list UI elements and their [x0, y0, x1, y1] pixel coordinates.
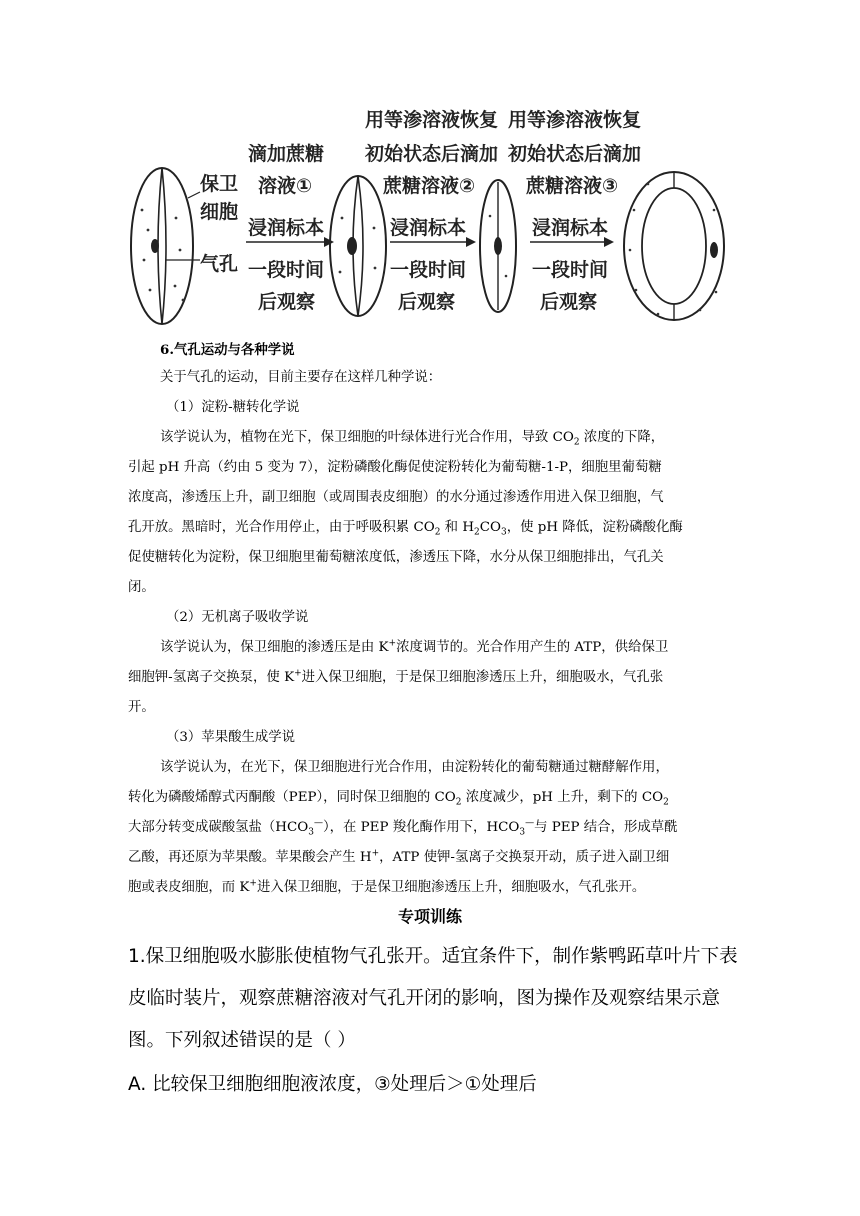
svg-text:细胞: 细胞 — [200, 201, 239, 223]
section6-intro: 关于气孔的运动，目前主要存在这样几种学说： — [160, 370, 442, 385]
question1-line3: 图。下列叙述错误的是（ ） — [128, 1030, 356, 1051]
theory1-paragraph-line6: 闭。 — [128, 580, 155, 595]
svg-text:用等渗溶液恢复: 用等渗溶液恢复 — [365, 109, 499, 131]
svg-text:浸润标本: 浸润标本 — [532, 217, 609, 239]
question1-option-a[interactable]: A. 比较保卫细胞细胞液浓度，③处理后＞①处理后 — [128, 1074, 537, 1095]
svg-text:初始状态后滴加: 初始状态后滴加 — [365, 143, 499, 165]
svg-text:一段时间: 一段时间 — [390, 259, 467, 281]
step3-label — [507, 108, 641, 313]
theory1-paragraph-line1: 该学说认为，植物在光下，保卫细胞的叶绿体进行光合作用，导致 $CO_2$ 浓度的下降， — [160, 430, 665, 448]
theory1-paragraph-line5: 促使糖转化为淀粉，保卫细胞里葡萄糖浓度低，渗透压下降，水分从保卫细胞排出，气孔关 — [128, 550, 664, 565]
svg-text:后观察: 后观察 — [540, 291, 598, 313]
svg-text:浸润标本: 浸润标本 — [248, 217, 325, 239]
question1-line2: 皮临时装片，观察蔗糖溶液对气孔开闭的影响，图为操作及观察结果示意 — [128, 988, 721, 1009]
theory2-title: （2）无机离子吸收学说 — [166, 610, 309, 625]
svg-text:蔗糖溶液②: 蔗糖溶液② — [383, 175, 476, 197]
theory1-paragraph-line4: 孔开放。黑暗时，光合作用停止，由于呼吸积累 $CO_2$ 和 $H_2CO_3$，使 pH 降低，淀粉磷酸化酶 — [128, 520, 683, 538]
svg-text:溶液①: 溶液① — [258, 175, 313, 197]
section6-heading: 6.气孔运动与各种学说 — [160, 342, 295, 358]
stoma-initial-diagram — [131, 168, 193, 324]
stoma-after-solution2 — [480, 180, 516, 312]
svg-text:初始状态后滴加: 初始状态后滴加 — [508, 143, 642, 165]
theory3-paragraph-line1: 该学说认为，在光下，保卫细胞进行光合作用，由淀粉转化的葡萄糖通过糖酵解作用， — [160, 760, 669, 775]
theory3-paragraph-line3: 大部分转变成碳酸氢盐$(HCO_3^—)$，在 PEP 羧化酶作用下，$HCO_3^—$与 PEP 结合，形成草酰 — [128, 818, 678, 838]
svg-text:一段时间: 一段时间 — [248, 259, 325, 281]
step1-label — [246, 142, 334, 313]
svg-text:滴加蔗糖: 滴加蔗糖 — [248, 143, 325, 165]
theory1-paragraph-line3: 浓度高，渗透压上升，副卫细胞（或周围表皮细胞）的水分通过渗透作用进入保卫细胞，气 — [128, 490, 664, 505]
svg-text:后观察: 后观察 — [398, 291, 456, 313]
stomata-experiment-figure — [128, 100, 728, 332]
svg-text:用等渗溶液恢复: 用等渗溶液恢复 — [508, 109, 642, 131]
svg-text:后观察: 后观察 — [258, 291, 316, 313]
theory2-paragraph-line2: 细胞钾-氢离子交换泵，使 K+进入保卫细胞，于是保卫细胞渗透压上升，细胞吸水，气孔张 — [128, 668, 664, 685]
svg-text:浸润标本: 浸润标本 — [390, 217, 467, 239]
theory1-paragraph-line2: 引起 pH 升高（约由 5 变为 7），淀粉磷酸化酶促使淀粉转化为葡萄糖-1-P，细胞里葡萄糖 — [128, 460, 662, 475]
section-title: 专项训练 — [397, 907, 462, 926]
step2-label — [364, 108, 498, 313]
theory3-title: （3）苹果酸生成学说 — [166, 730, 296, 745]
svg-text:一段时间: 一段时间 — [532, 259, 609, 281]
question1-line1: 1.保卫细胞吸水膨胀使植物气孔张开。适宜条件下，制作紫鸭跖草叶片下表 — [128, 946, 738, 967]
stoma-after-solution1 — [330, 176, 386, 316]
theory3-paragraph-line2: 转化为磷酸烯醇式丙酮酸（PEP），同时保卫细胞的 $CO_2$ 浓度减少，pH 上升，剩下的 $CO_2$ — [128, 790, 669, 808]
theory1-title: （1）淀粉-糖转化学说 — [166, 400, 300, 415]
svg-text:蔗糖溶液③: 蔗糖溶液③ — [526, 175, 619, 197]
theory3-paragraph-line4: 乙酸，再还原为苹果酸。苹果酸会产生 H+，ATP 使钾-氢离子交换泵开动，质子进入副卫细 — [128, 848, 670, 865]
guard-cell-label: 保卫 — [200, 173, 239, 195]
stoma-after-solution3 — [624, 172, 724, 320]
stoma-label: 气孔 — [200, 253, 239, 275]
theory2-paragraph-line1: 该学说认为，保卫细胞的渗透压是由 K+浓度调节的。光合作用产生的 ATP，供给保卫 — [160, 638, 669, 655]
theory3-paragraph-line5: 胞或表皮细胞，而 K+进入保卫细胞，于是保卫细胞渗透压上升，细胞吸水，气孔张开。 — [128, 878, 646, 895]
theory2-paragraph-line3: 开。 — [128, 700, 155, 715]
